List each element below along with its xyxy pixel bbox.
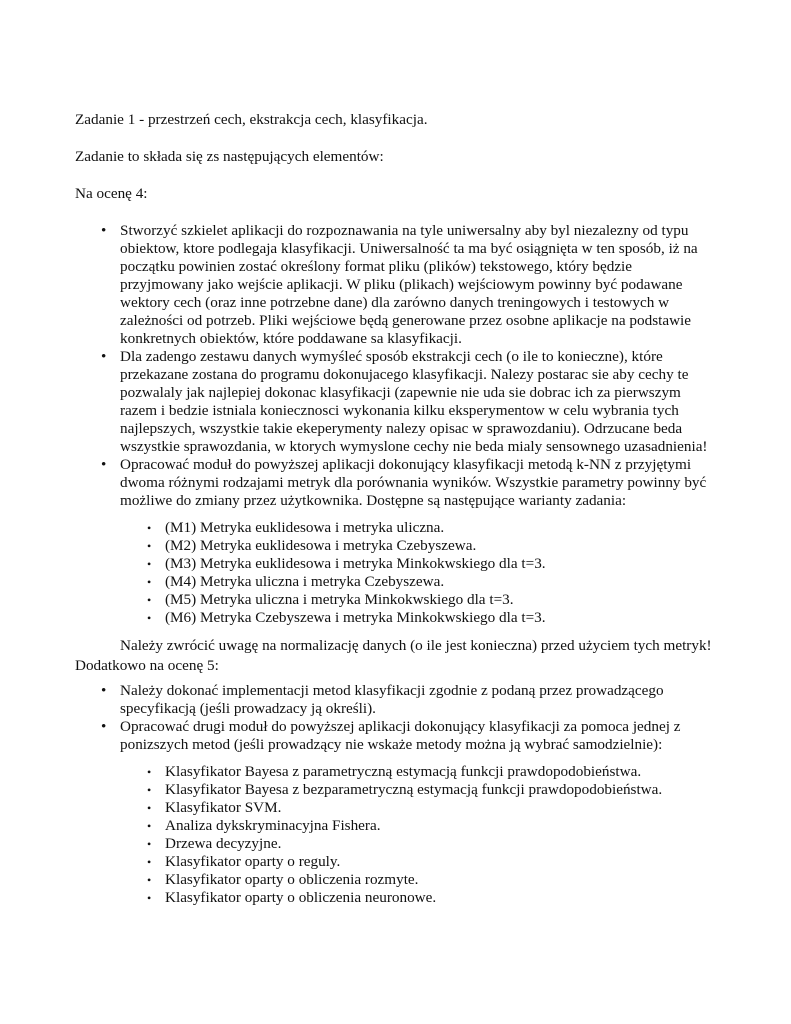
list-item bbox=[75, 348, 715, 456]
method-item bbox=[120, 799, 715, 817]
normalization-note: Należy zwrócić uwagę na normalizację danych (o ile jest konieczna) przed użyciem tych metryk! bbox=[120, 637, 712, 654]
variant-text: (M5) Metryka uliczna i metryka Minkokwskiego dla t=3. bbox=[165, 591, 514, 608]
grade4-heading: Na ocenę 4: bbox=[75, 185, 148, 202]
method-text: Klasyfikator oparty o obliczenia neuronowe. bbox=[165, 889, 437, 906]
bullet-icon: • bbox=[101, 718, 107, 735]
method-text: Klasyfikator SVM. bbox=[165, 799, 282, 816]
grade5-heading: Dodatkowo na ocenę 5: bbox=[75, 657, 219, 674]
bullet-icon: • bbox=[147, 611, 152, 625]
bullet-icon: • bbox=[101, 682, 107, 699]
bullet-icon: • bbox=[147, 837, 152, 851]
bullet-icon: • bbox=[147, 891, 152, 905]
bullet-icon: • bbox=[147, 783, 152, 797]
method-text: Klasyfikator Bayesa z bezparametryczną estymacją funkcji prawdopodobieństwa. bbox=[165, 781, 663, 798]
method-item bbox=[120, 817, 715, 835]
bullet-icon: • bbox=[101, 222, 107, 239]
bullet-icon: • bbox=[147, 521, 152, 535]
bullet-icon: • bbox=[147, 575, 152, 589]
document-page bbox=[75, 111, 715, 917]
bullet-icon: • bbox=[147, 539, 152, 553]
bullet-icon: • bbox=[101, 456, 107, 473]
variant-item bbox=[120, 537, 715, 555]
variant-text: (M6) Metryka Czebyszewa i metryka Minkokwskiego dla t=3. bbox=[165, 609, 546, 626]
method-text: Klasyfikator oparty o reguly. bbox=[165, 853, 341, 870]
method-text: Klasyfikator oparty o obliczenia rozmyte. bbox=[165, 871, 419, 888]
method-item bbox=[120, 781, 715, 799]
method-item bbox=[120, 835, 715, 853]
method-text: Klasyfikator Bayesa z parametryczną estymacją funkcji prawdopodobieństwa. bbox=[165, 763, 642, 780]
list-item-text: Dla zadengo zestawu danych wymyśleć sposób ekstrakcji cech (o ile to konieczne), które przekazane zostana do programu dokonujacego klasyfikacji. Nalezy postarac sie aby cechy te pozwalaly jak najlepiej dokonac klasyfikacji (zapewnie nie uda sie dobrac ich za pierwszym razem i bedzie istniala koniecznosci wykonania kilku eksperymentow w celu wybrania tych najlepszych, wszystkie takie ekeperymenty nalezy opisac w sprawozdaniu). Odrzucane beda wszystkie sprawozdania, w ktorych wymyslone cechy nie beda mialy sensownego uzasadnienia! bbox=[120, 348, 708, 455]
method-text: Drzewa decyzyjne. bbox=[165, 835, 282, 852]
bullet-icon: • bbox=[147, 819, 152, 833]
bullet-icon: • bbox=[147, 593, 152, 607]
method-item bbox=[120, 763, 715, 781]
variant-text: (M2) Metryka euklidesowa i metryka Czebyszewa. bbox=[165, 537, 477, 554]
variant-text: (M1) Metryka euklidesowa i metryka uliczna. bbox=[165, 519, 445, 536]
variant-text: (M3) Metryka euklidesowa i metryka Minkokwskiego dla t=3. bbox=[165, 555, 546, 572]
variant-text: (M4) Metryka uliczna i metryka Czebyszewa. bbox=[165, 573, 445, 590]
list-item bbox=[75, 456, 715, 655]
variant-list bbox=[120, 519, 715, 627]
method-item bbox=[120, 889, 715, 907]
list-item bbox=[75, 682, 715, 718]
variant-item bbox=[120, 519, 715, 537]
variant-item bbox=[120, 555, 715, 573]
grade4-list bbox=[75, 222, 715, 655]
method-item bbox=[120, 871, 715, 889]
grade5-list bbox=[75, 682, 715, 907]
bullet-icon: • bbox=[147, 557, 152, 571]
list-item bbox=[75, 222, 715, 348]
variant-item bbox=[120, 591, 715, 609]
task-title: Zadanie 1 - przestrzeń cech, ekstrakcja cech, klasyfikacja. bbox=[75, 111, 428, 128]
method-list bbox=[120, 763, 715, 907]
list-item bbox=[75, 718, 715, 907]
variant-item bbox=[120, 573, 715, 591]
bullet-icon: • bbox=[147, 801, 152, 815]
bullet-icon: • bbox=[147, 855, 152, 869]
variant-item bbox=[120, 609, 715, 627]
list-item-text: Stworzyć szkielet aplikacji do rozpoznawania na tyle uniwersalny aby byl niezalezny od typu obiektow, ktore podlegaja klasyfikacji. Uniwersalność ta ma być osiągnięta w ten sposób, iż na początku powinien zostać określony format pliku (plików) tekstowego, który będzie przyjmowany jako wejście aplikacji. W pliku (plikach) wejściowym powinny być podawane wektory cech (oraz inne potrzebne dane) dla zarówno danych treningowych i testowych w zależności od potrzeb. Pliki wejściowe będą generowane przez osobne aplikacje na podstawie konkretnych obiektów, które poddawane sa klasyfikacji. bbox=[120, 222, 698, 347]
list-item-text: Opracować moduł do powyższej aplikacji dokonujący klasyfikacji metodą k-NN z przyjętymi dwoma różnymi rodzajami metryk dla porównania wyników. Wszystkie parametry powinny być możliwe do zmiany przez użytkownika. Dostępne są następujące warianty zadania: bbox=[120, 456, 707, 509]
bullet-icon: • bbox=[147, 873, 152, 887]
list-item-text: Opracować drugi moduł do powyższej aplikacji dokonujący klasyfikacji za pomoca jednej z ponizszych metod (jeśli prowadzący nie wskaże metody można ją wybrać samodzielnie): bbox=[120, 718, 681, 753]
list-item-text: Należy dokonać implementacji metod klasyfikacji zgodnie z podaną przez prowadzącego specyfikacją (jeśli prowadzacy ją określi). bbox=[120, 682, 664, 717]
bullet-icon: • bbox=[147, 765, 152, 779]
method-text: Analiza dykskryminacyjna Fishera. bbox=[165, 817, 381, 834]
method-item bbox=[120, 853, 715, 871]
task-intro: Zadanie to składa się zs następujących elementów: bbox=[75, 148, 384, 165]
bullet-icon: • bbox=[101, 348, 107, 365]
